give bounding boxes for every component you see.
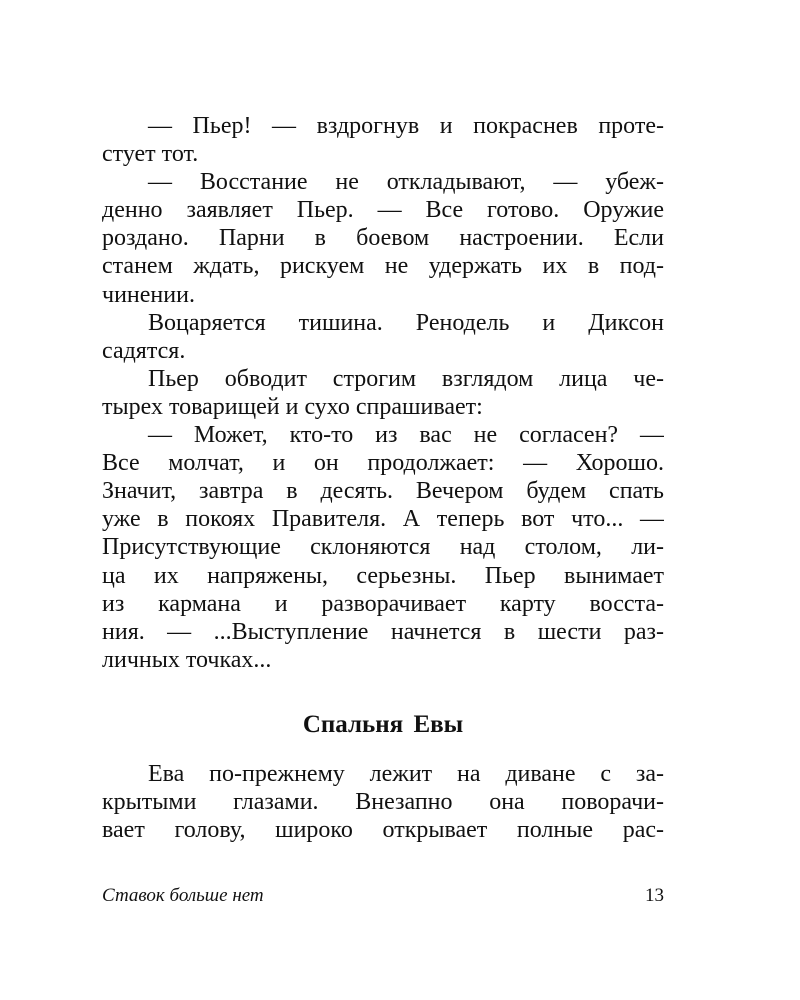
text-line: Пьер обводит строгим взглядом лица че- xyxy=(148,365,664,392)
text-line: из кармана и разворачивает карту восста- xyxy=(102,590,664,617)
text-line: роздано. Парни в боевом настроении. Если xyxy=(102,225,664,252)
text-line: чинении. xyxy=(102,281,195,308)
text-line: Ева по-прежнему лежит на диване с за- xyxy=(148,761,664,787)
text-line: — Восстание не откладывают, — убеж- xyxy=(148,169,664,196)
text-line: вает голову, широко открывает полные рас- xyxy=(102,817,664,844)
text-line: тырех товарищей и сухо спрашивает: xyxy=(102,393,483,420)
running-title: Ставок больше нет xyxy=(102,885,264,906)
text-line: ния. — ...Выступление начнется в шести раз- xyxy=(102,618,664,645)
section-text xyxy=(102,760,664,844)
text-line: Присутствующие склоняются над столом, ли- xyxy=(102,534,664,561)
text-line: денно заявляет Пьер. — Все готово. Оружие xyxy=(102,197,664,224)
text-line: стует тот. xyxy=(102,141,199,168)
text-line: — Пьер! — вздрогнув и покраснев проте- xyxy=(148,113,664,139)
main-text xyxy=(102,112,664,674)
section-heading: Спальня Евы xyxy=(302,711,464,738)
text-line: Значит, завтра в десять. Вечером будем спать xyxy=(102,478,664,505)
page-number: 13 xyxy=(645,885,664,906)
page-footer xyxy=(102,883,664,909)
text-line: станем ждать, рискуем не удержать их в под- xyxy=(102,253,664,280)
text-line: — Может, кто-то из вас не согласен? — xyxy=(148,422,664,449)
text-line: ца их напряжены, серьезны. Пьер вынимает xyxy=(102,562,664,589)
text-line: Воцаряется тишина. Ренодель и Диксон xyxy=(148,309,664,336)
text-line: садятся. xyxy=(102,337,186,364)
text-line: Все молчат, и он продолжает: — Хорошо. xyxy=(102,450,664,477)
text-line: крытыми глазами. Внезапно она поворачи- xyxy=(102,789,664,816)
text-line: уже в покоях Правителя. А теперь вот что... — xyxy=(102,506,664,533)
text-line: личных точках... xyxy=(102,646,272,673)
